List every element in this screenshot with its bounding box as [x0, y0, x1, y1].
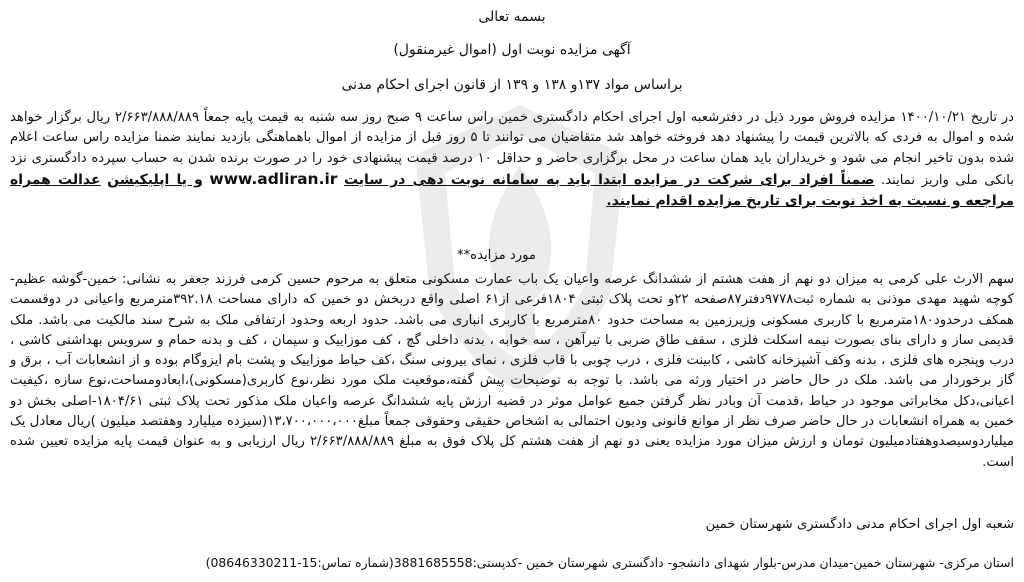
intro-text: در تاریخ ۱۴۰۰/۱۰/۲۱ مزایده فروش مورد ذیل در دفترشعبه اول اجرای احکام دادگستری خمین راس ساعت ۹ صبح روز سه شنبه به قیمت پایه جمعاً ۲/۶۶۳/۸۸۸/۸۸۹ ریال برگزار خواهد شده و اموال به فردی که بالاترین قیمت را پیشنهاد دهد فروخته خواهد شد متقاضیان می توانند تا ۵ روز قبل از مزایده از اموال باهماهنگی بازدید نمایند ضمنا مزایده راس ساعت اعلام شده بدون تاخیر انجام می شود و خریداران باید همان ساعت در محل برگزاری حاضر و حداقل ۱۰ درصد قیمت پیشنهادی خود را در صورت برنده شدن به حساب سپرده دادگستری نزد بانکی ملی واریز نمایند.	[10, 110, 1014, 188]
office-address: استان مرکزی- شهرستان خمین-میدان مدرس-بلوار شهدای دانشجو- دادگستری شهرستان خمین -کدپستی:3881685558(شماره تماس:15-08646330211)	[205, 555, 1014, 570]
basmala: بسمه تعالی	[478, 9, 546, 25]
intro-paragraph	[10, 108, 1014, 212]
adliran-site-link[interactable]: www.adliran.ir	[209, 169, 338, 188]
app-mention: و یا اپلیکیشن	[107, 171, 203, 188]
notice-title: آگهی مزایده نوبت اول (اموال غیرمنقول)	[393, 42, 631, 58]
issuing-office-signature: شعبه اول اجرای احکام مدنی دادگستری شهرستان خمین	[705, 517, 1014, 532]
registration-instruction: ضمناً افراد برای شرکت در مزایده ابتدا باید به سامانه نوبت دهی در سایت	[343, 171, 875, 188]
subject-heading: مورد مزایده**	[456, 248, 536, 263]
property-description: سهم الارث علی کرمی به میزان دو نهم از هفت هشتم از ششدانگ عرصه واعیان یک باب عمارت مسکونی متعلق به مرحوم حسین کرمی فرزند جعفر به نشانی: خمین-گوشه عظیم-کوچه شهید مهدی موذنی به شماره ثبت۹۷۷۸دفتر۸۷صفحه ۲۲و تحت پلاک ثبتی ۱۸۰۴فرعی از۶۱ اصلی واقع دربخش دو خمین که دارای مساحت ۳۹۲.۱۸مترمربع واعیانی در دوقسمت همکف درحدود۱۸۰مترمربع با کاربری مسکونی وزیرزمین به مساحت حدود ۸۰مترمربع با کاربری انباری می باشد. حدود اربعه وحدود ارتفاقی ملک به شرح سند مالکیت می باشد. ملک قدیمی ساز و دارای بنای بصورت نیمه اسکلت فلزی ، سقف طاق ضربی با تیرآهن ، سه خوابه ، بدنه داخلی گچ ، کف موزاییک و سیمان ، کف و بدنه حمام و سرویس بهداشتی کاشی ، درب وپنجره های فلزی ، بدنه وکف آشپزخانه کاشی ، کابینت فلزی ، درب چوبی با قاب فلزی ، نمای بیرونی سنگ ،کف حیاط موزاییک و پشت بام ایزوگام بوده و از انشعابات آب ، برق و گاز برخوردار می باشد. ملک در حال حاضر در اختیار ورثه می باشد. با توجه به توضیحات پیش گفته،موقعیت ملک مورد نظر،نوع کاربری(مسکونی)،ابعادومساحت،نوع سازه ،کیفیت اعیانی،دکل مخابراتی موجود در حیاط ،قدمت آن وبادر نظر گرفتن جمیع عوامل موثر در قضیه ارزش پایه ششدانگ عرصه واعیان ملک مذکور تحت پلاک ثبتی ۱۸۰۴/۶۱-اصلی بخش دو خمین به همراه انشعابات در حال حاضر صرف نظر از موانع قانونی ودیون احتمالی به اشخاص حقیقی وحقوقی جمعاً مبلغ۱۳،۷۰۰،۰۰۰،۰۰۰(سیزده میلیارد وهفتصد میلیون )ریال معادل یک میلیاردوسیصدوهفتادمیلیون تومان و ارزش میزان مورد مزایده یعنی دو نهم از هفت هشتم کل پلاک فوق به مبلغ ۲/۶۶۳/۸۸۸/۸۸۹ ریال ارزیابی و به عنوان قیمت پایه مزایده تعیین شده است.	[10, 272, 1014, 470]
registration-instruction-end: عدالت همراه مراجعه و نسبت به اخذ نوبت برای تاریخ مزایده اقدام نمایند.	[10, 171, 1014, 210]
legal-basis: براساس مواد ۱۳۷و ۱۳۸ و ۱۳۹ از قانون اجرای احکام مدنی	[341, 77, 683, 93]
